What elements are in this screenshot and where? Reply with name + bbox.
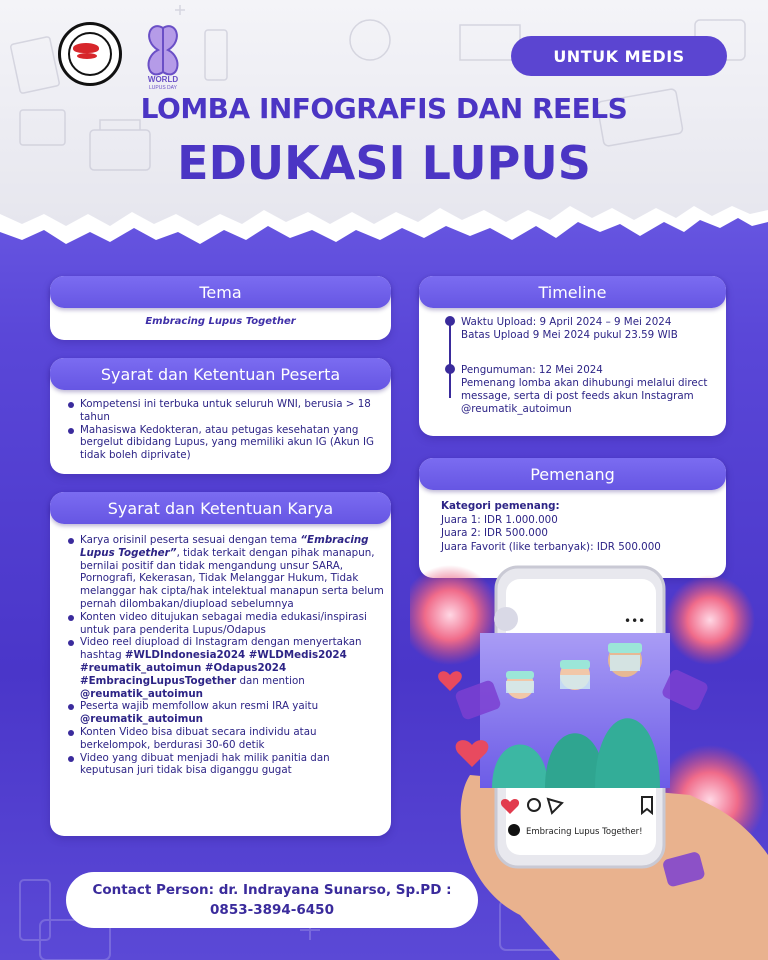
syarat-karya-list <box>66 534 384 777</box>
timeline-upload: Waktu Upload: 9 April 2024 – 9 Mei 2024 Batas Upload 9 Mei 2024 pukul 23.59 WIB <box>461 316 678 341</box>
heart-icon <box>438 671 462 691</box>
post-caption: Embracing Lupus Together! <box>526 827 643 837</box>
list-item: Peserta wajib memfollow akun resmi IRA yaitu @reumatik_autoimun <box>66 700 384 726</box>
timeline-dot <box>445 316 455 326</box>
page-title-line1: LOMBA INFOGRAFIS DAN REELS <box>140 92 628 125</box>
contact-phone: 0853-3894-6450 <box>210 902 334 918</box>
ira-account: @reumatik_autoimun <box>80 713 204 726</box>
timeline-line <box>449 320 451 398</box>
tema-text: Embracing Lupus Together <box>145 316 296 327</box>
prize-list: Kategori pemenang: Juara 1: IDR 1.000.000 Juara 2: IDR 500.000 Juara Favorit (like terbanyak): IDR 500.000 <box>441 500 661 553</box>
contact-label: Contact Person: dr. Indrayana Sunarso, Sp.PD : <box>92 882 452 898</box>
syarat-karya-card <box>50 492 391 836</box>
list-item: Konten Video bisa dibuat secara individu atau berkelompok, berdurasi 30-60 detik <box>66 726 384 752</box>
syarat-peserta-list <box>66 398 380 462</box>
timeline-card <box>419 276 726 436</box>
list-item: Mahasiswa Kedokteran, atau petugas kesehatan yang bergelut dibidang Lupus, yang memiliki akun IG (Akun IG tidak boleh diprivate) <box>66 424 380 462</box>
audience-badge: UNTUK MEDIS <box>511 36 727 76</box>
wld-subtitle: LUPUS DAY <box>149 85 177 91</box>
list-item: Video reel diupload di Instagram dengan menyertakan hashtag #WLDIndonesia2024 #WLDMedis2024 #reumatik_autoimun #Odapus2024 #EmbracingLupusTogether dan mention @reumatik_autoimun <box>66 636 384 700</box>
tema-card <box>50 276 391 340</box>
contact-person <box>66 872 478 928</box>
post-menu-icon: ••• <box>624 614 646 628</box>
timeline-dot <box>445 364 455 374</box>
syarat-peserta-heading: Syarat dan Ketentuan Peserta <box>50 358 391 390</box>
list-item: Kompetensi ini terbuka untuk seluruh WNI, berusia > 18 tahun <box>66 398 380 424</box>
wld-title: WORLD <box>147 75 179 84</box>
tema-heading: Tema <box>50 276 391 308</box>
list-item: Video yang dibuat menjadi hak milik panitia dan keputusan juri tidak bisa diganggu gugat <box>66 752 384 778</box>
timeline-heading: Timeline <box>419 276 726 308</box>
ira-logo <box>58 22 122 86</box>
pemenang-heading: Pemenang <box>419 458 726 490</box>
list-item: Konten video ditujukan sebagai media edukasi/inspirasi untuk para penderita Lupus/Odapus <box>66 611 384 637</box>
syarat-karya-heading: Syarat dan Ketentuan Karya <box>50 492 391 524</box>
list-item: Karya orisinil peserta sesuai dengan tema “Embracing Lupus Together”, tidak terkait dengan pihak manapun, bernilai positif dan tidak mengandung unsur SARA, Pornografi, Kekerasan, Tidak Melanggar Hukum, Tidak melanggar hak cipta/hak intelektual manapun serta belum pernah dilombakan/diupload sebelumnya <box>66 534 384 611</box>
page-title-line2: EDUKASI LUPUS <box>177 136 591 190</box>
theme-highlight: “Embracing Lupus Together” <box>80 534 369 559</box>
wld-logo-text <box>135 76 191 92</box>
mention: @reumatik_autoimun <box>80 687 204 700</box>
hashtags: #WLDIndonesia2024 #WLDMedis2024 #reumatik_autoimun #Odapus2024 #EmbracingLupusTogether <box>80 649 347 687</box>
syarat-peserta-card <box>50 358 391 474</box>
timeline-announcement: Pengumuman: 12 Mei 2024 Pemenang lomba akan dihubungi melalui direct message, serta di post feeds akun Instagram @reumatik_autoimun <box>461 364 708 415</box>
